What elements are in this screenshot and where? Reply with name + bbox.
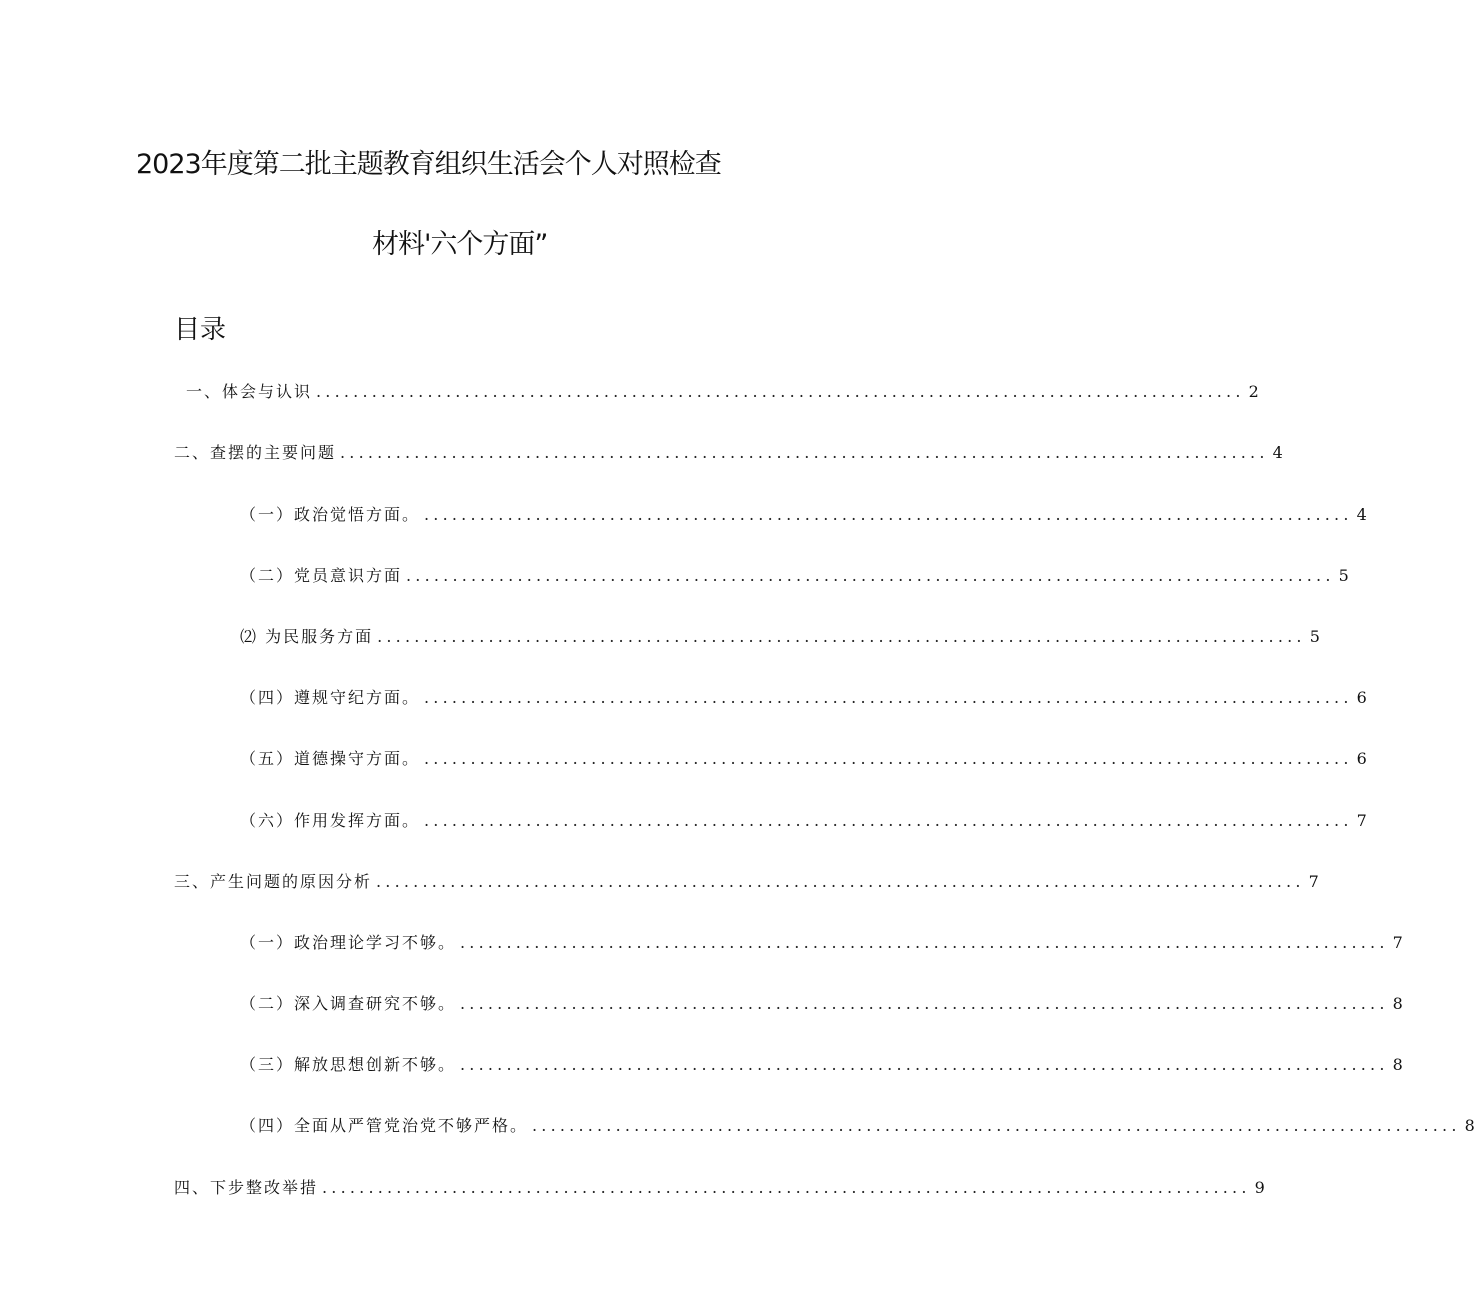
toc-entry-label: （五）道德操守方面。 xyxy=(240,749,421,768)
toc-page-number: 6 xyxy=(1356,749,1367,768)
toc-page-number: 2 xyxy=(1248,382,1259,401)
toc-dot-leader: .................................................................................................... xyxy=(340,443,1269,462)
toc-entry-label: 三、产生问题的原因分析 xyxy=(174,872,373,891)
toc-page-number: 5 xyxy=(1338,566,1349,585)
toc-dot-leader: .................................................................................................... xyxy=(532,1116,1461,1135)
toc-entry-label: （六）作用发挥方面。 xyxy=(240,811,421,830)
toc-dot-leader: .................................................................................................... xyxy=(460,1055,1389,1074)
toc-dot-leader: .................................................................................................... xyxy=(424,749,1353,768)
toc-dot-leader: .................................................................................................... xyxy=(460,994,1389,1013)
document-title-line-2: 材料'六个方面” xyxy=(372,229,548,260)
toc-entry-8[interactable] xyxy=(240,808,1367,834)
toc-entry-9[interactable] xyxy=(174,869,1319,895)
document-title-line-1: 2023年度第二批主题教育组织生活会个人对照检查 xyxy=(136,149,721,180)
toc-dot-leader: .................................................................................................... xyxy=(377,627,1306,646)
toc-entry-label: ⑵ 为民服务方面 xyxy=(240,627,374,646)
toc-entry-5[interactable] xyxy=(240,624,1320,650)
toc-page-number: 8 xyxy=(1392,994,1403,1013)
toc-heading: 目录 xyxy=(174,315,227,345)
toc-entry-1[interactable] xyxy=(186,379,1259,405)
toc-page-number: 5 xyxy=(1309,627,1320,646)
toc-entry-label: （二）党员意识方面 xyxy=(240,566,403,585)
toc-entry-6[interactable] xyxy=(240,685,1367,711)
toc-entry-12[interactable] xyxy=(240,1052,1403,1078)
toc-dot-leader: .................................................................................................... xyxy=(424,688,1353,707)
toc-entry-label: （一）政治理论学习不够。 xyxy=(240,933,457,952)
toc-page-number: 8 xyxy=(1392,1055,1403,1074)
toc-dot-leader: .................................................................................................... xyxy=(322,1178,1251,1197)
toc-page-number: 9 xyxy=(1254,1178,1265,1197)
toc-page-number: 4 xyxy=(1356,505,1367,524)
toc-dot-leader: .................................................................................................... xyxy=(316,382,1245,401)
toc-entry-11[interactable] xyxy=(240,991,1403,1017)
toc-page-number: 7 xyxy=(1392,933,1403,952)
toc-entry-label: 二、查摆的主要问题 xyxy=(174,443,337,462)
toc-entry-2[interactable] xyxy=(174,440,1283,466)
toc-entry-4[interactable] xyxy=(240,563,1349,589)
toc-page-number: 7 xyxy=(1308,872,1319,891)
toc-page-number: 6 xyxy=(1356,688,1367,707)
toc-entry-7[interactable] xyxy=(240,746,1367,772)
toc-entry-label: （四）遵规守纪方面。 xyxy=(240,688,421,707)
toc-page-number: 8 xyxy=(1464,1116,1475,1135)
toc-entry-label: 四、下步整改举措 xyxy=(174,1178,319,1197)
toc-entry-3[interactable] xyxy=(240,502,1367,528)
toc-entry-13[interactable] xyxy=(240,1113,1475,1139)
toc-entry-label: （三）解放思想创新不够。 xyxy=(240,1055,457,1074)
toc-dot-leader: .................................................................................................... xyxy=(406,566,1335,585)
toc-dot-leader: .................................................................................................... xyxy=(424,505,1353,524)
toc-entry-label: （四）全面从严管党治党不够严格。 xyxy=(240,1116,529,1135)
toc-entry-10[interactable] xyxy=(240,930,1403,956)
toc-entry-14[interactable] xyxy=(174,1175,1265,1201)
toc-entry-label: 一、体会与认识 xyxy=(186,382,313,401)
toc-entry-label: （一）政治觉悟方面。 xyxy=(240,505,421,524)
toc-dot-leader: .................................................................................................... xyxy=(424,811,1353,830)
toc-dot-leader: .................................................................................................... xyxy=(376,872,1305,891)
toc-page-number: 7 xyxy=(1356,811,1367,830)
toc-entry-label: （二）深入调查研究不够。 xyxy=(240,994,457,1013)
toc-page-number: 4 xyxy=(1272,443,1283,462)
toc-dot-leader: .................................................................................................... xyxy=(460,933,1389,952)
